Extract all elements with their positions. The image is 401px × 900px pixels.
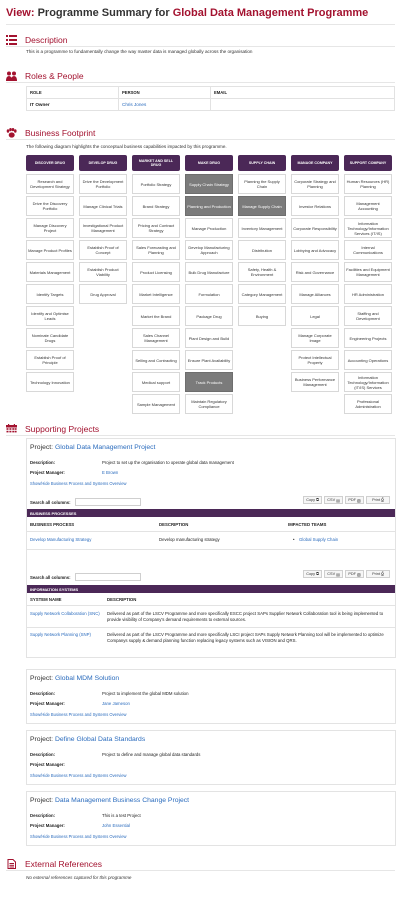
manager-label: Project Manager:: [30, 762, 65, 767]
capability-box[interactable]: Manage Production: [185, 218, 233, 238]
footprint-heading: Business Footprint: [6, 127, 95, 139]
capability-box[interactable]: Accounting Operations: [344, 350, 392, 370]
copy-icon: ⧉: [316, 498, 319, 502]
print-button[interactable]: Print ⎙: [366, 570, 390, 578]
capability-box[interactable]: Package Drug: [185, 306, 233, 326]
divider: [6, 870, 395, 871]
capability-column: [79, 155, 127, 306]
capability-box[interactable]: Market Intelligence: [132, 284, 180, 304]
capability-box[interactable]: Plant Design and Build: [185, 328, 233, 348]
capability-box[interactable]: Facilities and Equipment Management: [344, 262, 392, 282]
capability-column: [26, 155, 74, 394]
capability-column: [238, 155, 286, 328]
project-title: Project: Data Management Business Change Project: [30, 797, 190, 804]
project-title: Project: Define Global Data Standards: [30, 736, 146, 743]
capability-box[interactable]: Establish Proof of Principle: [26, 350, 74, 370]
capability-box[interactable]: Lobbying and Advocacy: [291, 240, 339, 260]
description-label: Description:: [30, 752, 56, 757]
project-description: Project to set up the organisation to operate global data management: [102, 460, 234, 465]
capability-column-header: DEVELOP DRUG: [79, 155, 127, 171]
project-link[interactable]: Data Management Business Change Project: [54, 797, 190, 804]
capability-box[interactable]: Human Resources (HR) Planning: [344, 174, 392, 194]
copy-button[interactable]: Copy ⧉: [303, 570, 322, 578]
capability-column-header: MAKE DRUG: [185, 155, 233, 171]
capability-box[interactable]: Investigational Product Management: [79, 218, 127, 238]
csv-button[interactable]: CSV ▤: [324, 570, 343, 578]
capability-column-header: SUPPORT COMPANY: [344, 155, 392, 171]
csv-icon: ▤: [336, 498, 340, 503]
capability-box[interactable]: Drug Approval: [79, 284, 127, 304]
search-label: Search all columns:: [30, 500, 71, 505]
business-processes-band: BUSINESS PROCESSES: [27, 509, 395, 517]
impacted-team-link[interactable]: Global Supply Chain: [299, 537, 339, 542]
pdf-icon: ▧: [357, 498, 361, 503]
capability-box[interactable]: Research and Development Strategy: [26, 174, 74, 194]
column-header: SYSTEM NAME: [30, 597, 62, 602]
capability-box-highlighted[interactable]: Planning and Production: [185, 196, 233, 216]
project-description: Project to implement the global MDM solution: [102, 691, 189, 696]
capability-box-highlighted[interactable]: Track Products: [185, 372, 233, 392]
capability-box[interactable]: Corporate Responsibility: [291, 218, 339, 238]
capability-box[interactable]: Bulk Drug Manufacture: [185, 262, 233, 282]
project-card: [26, 438, 396, 658]
list-icon: [6, 35, 17, 45]
system-link[interactable]: Supply Network Collaboration (SNC): [30, 611, 100, 616]
capability-box[interactable]: Market the Brand: [132, 306, 180, 326]
capability-column-header: MANAGE COMPANY: [291, 155, 339, 171]
description-label: Description:: [30, 460, 56, 465]
capability-box[interactable]: Manage Corporate Image: [291, 328, 339, 348]
table-header-row: [27, 87, 395, 99]
system-description: Delivered as part of the LSCV Programme and more specifically ESCC project SAPs Supplier Network Collaboration tool is being implemented to provide visibility of Company's demand requirements to external sources.: [107, 611, 384, 623]
divider: [6, 435, 395, 436]
manager-label: Project Manager:: [30, 701, 65, 706]
external-text: No external references captured for this programme: [26, 875, 132, 880]
capability-box[interactable]: Technology Innovation: [26, 372, 74, 392]
role-cell: IT Owner: [27, 99, 119, 111]
capability-box[interactable]: Safety, Health & Environment: [238, 262, 286, 282]
capability-box[interactable]: Engineering Projects: [344, 328, 392, 348]
project-card: [26, 730, 396, 785]
capability-box[interactable]: Investor Relations: [291, 196, 339, 216]
capability-box[interactable]: Manage Discovery Project: [26, 218, 74, 238]
capability-box[interactable]: Staffing and Development: [344, 306, 392, 326]
document-icon: [6, 859, 17, 869]
capability-column-header: SUPPLY CHAIN: [238, 155, 286, 171]
column-header: ROLE: [27, 87, 119, 99]
project-link[interactable]: Define Global Data Standards: [54, 736, 146, 743]
capability-box[interactable]: Manage Product Profiles: [26, 240, 74, 260]
print-button[interactable]: Print ⎙: [366, 496, 390, 504]
roles-table: [26, 86, 395, 111]
capability-box[interactable]: Product Licensing: [132, 262, 180, 282]
capability-box[interactable]: Manage Alliances: [291, 284, 339, 304]
toggle-overview-link[interactable]: Show/Hide Business Process and Systems Overview: [30, 773, 127, 778]
csv-button[interactable]: CSV ▤: [324, 496, 343, 504]
project-card: [26, 791, 396, 846]
column-header: EMAIL: [211, 87, 395, 99]
divider: [6, 139, 395, 140]
toggle-overview-link[interactable]: Show/Hide Business Process and Systems Overview: [30, 481, 127, 486]
column-header: DESCRIPTION: [159, 522, 189, 527]
divider: [27, 605, 395, 606]
capability-box[interactable]: Internal Communications: [344, 240, 392, 260]
table-row: [27, 99, 395, 111]
capability-box[interactable]: Establish Product Viability: [79, 262, 127, 282]
capability-box[interactable]: Sample Management: [132, 394, 180, 414]
capability-column-header: MARKET AND SELL DRUG: [132, 155, 180, 171]
description-label: Description:: [30, 813, 56, 818]
paw-icon: [6, 128, 17, 138]
list-bullet: •: [293, 537, 295, 542]
capability-box[interactable]: Brand Strategy: [132, 196, 180, 216]
capability-box[interactable]: Distribution: [238, 240, 286, 260]
capability-box[interactable]: Materials Management: [26, 262, 74, 282]
capability-box[interactable]: Selling and Contracting: [132, 350, 180, 370]
printer-icon: ⎙: [380, 572, 384, 576]
column-header: IMPACTED TEAMS: [288, 522, 327, 527]
copy-button[interactable]: Copy ⧉: [303, 496, 322, 504]
capability-box[interactable]: Professional Administration: [344, 394, 392, 414]
capability-box[interactable]: HR Administration: [344, 284, 392, 304]
search-input[interactable]: [75, 573, 141, 581]
information-systems-band: INFORMATION SYSTEMS: [27, 585, 395, 593]
project-title: Project: Global MDM Solution: [30, 675, 120, 682]
csv-icon: ▤: [336, 572, 340, 577]
capability-box[interactable]: Protect Intellectual Property: [291, 350, 339, 370]
divider: [27, 549, 395, 550]
project-description: Project to define and manage global data standards: [102, 752, 201, 757]
divider: [27, 627, 395, 628]
capability-box[interactable]: Management Accounting: [344, 196, 392, 216]
manager-link[interactable]: John Essential: [102, 823, 130, 828]
manager-link[interactable]: Jane Jameson: [102, 701, 130, 706]
capability-column-header: DISCOVER DRUG: [26, 155, 74, 171]
capability-box[interactable]: Pricing and Contract Strategy: [132, 218, 180, 238]
printer-icon: ⎙: [380, 498, 384, 502]
search-input[interactable]: [75, 498, 141, 506]
capability-box[interactable]: Risk and Governance: [291, 262, 339, 282]
project-card: [26, 669, 396, 724]
capability-box[interactable]: Identify Targets: [26, 284, 74, 304]
project-link[interactable]: Global Data Management Project: [54, 444, 156, 451]
capability-column: [344, 155, 392, 416]
pdf-button[interactable]: PDF ▧: [345, 570, 364, 578]
capability-box[interactable]: Develop Manufacturing Approach: [185, 240, 233, 260]
column-header: BUSINESS PROCESS: [30, 522, 75, 527]
divider: [6, 82, 395, 83]
capability-box[interactable]: Identify and Optimise Leads: [26, 306, 74, 326]
manager-label: Project Manager:: [30, 470, 65, 475]
capability-box[interactable]: Corporate Strategy and Planning: [291, 174, 339, 194]
capability-box[interactable]: Drive the Discovery Portfolio: [26, 196, 74, 216]
project-link[interactable]: Global MDM Solution: [54, 675, 120, 682]
capability-box[interactable]: Establish Proof of Concept: [79, 240, 127, 260]
capability-box-highlighted[interactable]: Manage Supply Chain: [238, 196, 286, 216]
capability-box[interactable]: Nominate Candidate Drugs: [26, 328, 74, 348]
capability-box[interactable]: Information Technology/Information (IT/IS) Services: [344, 372, 392, 392]
capability-box-highlighted[interactable]: Supply Chain Strategy: [185, 174, 233, 194]
pdf-icon: ▧: [357, 572, 361, 577]
external-heading: External References: [6, 858, 102, 870]
project-title: Project: Global Data Management Project: [30, 444, 156, 451]
system-description: Delivered as part of the LSCV Programme and more specifically LSCI project SAPs Supply Network Planning tool will be implemented to optimize Companys supply & demand planning function replacing legacy systems such as VISION and QRS.: [107, 632, 384, 644]
capability-box[interactable]: Category Management: [238, 284, 286, 304]
capability-box[interactable]: Buying: [238, 306, 286, 326]
project-description: This is a test Project: [102, 813, 141, 818]
description-text: This is a programme to fundamentally change the way master data is managed globally across the organisation: [26, 49, 253, 54]
column-header: PERSON: [119, 87, 211, 99]
description-label: Description:: [30, 691, 56, 696]
capability-box[interactable]: Information Technology/Information Services (IT/IS): [344, 218, 392, 238]
divider: [6, 46, 395, 47]
calendar-icon: [6, 424, 17, 434]
capability-box[interactable]: Maintain Regulatory Compliance: [185, 394, 233, 414]
column-header: DESCRIPTION: [107, 597, 137, 602]
process-description: Develop manufacturing strategy: [159, 537, 220, 542]
system-link[interactable]: Supply Network Planning (SNP): [30, 632, 91, 637]
capability-box[interactable]: Planning the Supply Chain: [238, 174, 286, 194]
capability-box[interactable]: Manage Clinical Trials: [79, 196, 127, 216]
pdf-button[interactable]: PDF ▧: [345, 496, 364, 504]
description-heading: Description: [6, 34, 68, 46]
footprint-text: The following diagram highlights the conceptual business capabilities impacted by this programme.: [26, 144, 227, 149]
capability-box[interactable]: Medical support: [132, 372, 180, 392]
copy-icon: ⧉: [316, 572, 319, 576]
divider: [6, 24, 395, 25]
manager-link[interactable]: E Brown: [102, 470, 119, 475]
search-label: Search all columns:: [30, 575, 71, 580]
person-link[interactable]: Chris Jones: [119, 99, 211, 111]
capability-box[interactable]: Legal: [291, 306, 339, 326]
capability-box[interactable]: Ensure Plant Availability: [185, 350, 233, 370]
roles-heading: Roles & People: [6, 70, 84, 82]
email-cell: [211, 99, 395, 111]
business-process-link[interactable]: Develop Manufacturing Strategy: [30, 537, 92, 542]
capability-box[interactable]: Formulation: [185, 284, 233, 304]
capability-box[interactable]: Sales Channel Management: [132, 328, 180, 348]
capability-column: [132, 155, 180, 416]
divider: [27, 531, 395, 532]
capability-box[interactable]: Sales Forecasting and Planning: [132, 240, 180, 260]
page-title: View: Programme Summary for Global Data Management Programme: [6, 7, 369, 19]
manager-label: Project Manager:: [30, 823, 65, 828]
capability-box[interactable]: Drive the Development Portfolio: [79, 174, 127, 194]
capability-column: [291, 155, 339, 394]
toggle-overview-link[interactable]: Show/Hide Business Process and Systems Overview: [30, 834, 127, 839]
capability-box[interactable]: Business Performance Management: [291, 372, 339, 392]
capability-box[interactable]: Portfolio Strategy: [132, 174, 180, 194]
capability-box[interactable]: Inventory Management: [238, 218, 286, 238]
supporting-heading: Supporting Projects: [6, 423, 99, 435]
toggle-overview-link[interactable]: Show/Hide Business Process and Systems Overview: [30, 712, 127, 717]
people-icon: [6, 71, 17, 81]
capability-column: [185, 155, 233, 416]
